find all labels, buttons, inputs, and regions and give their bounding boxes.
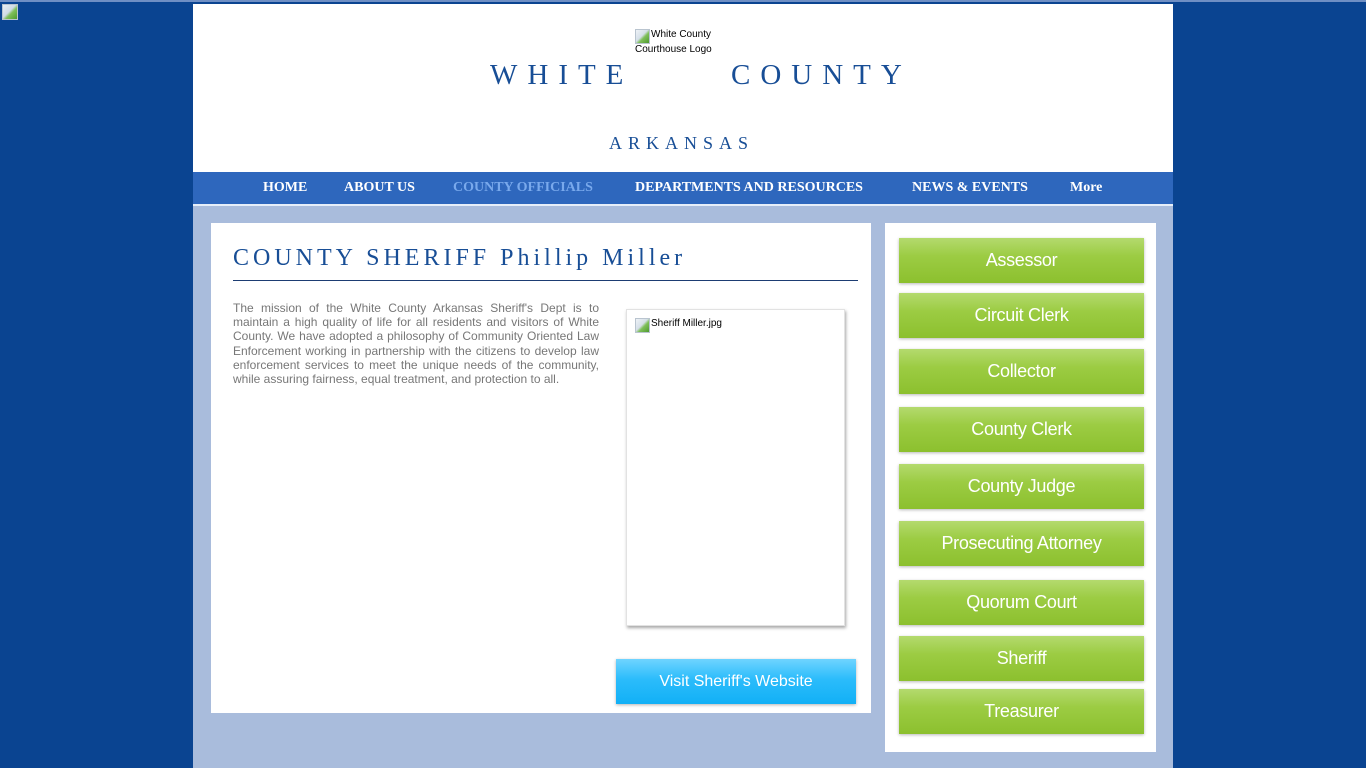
county-clerk-button[interactable]: County Clerk [899,407,1144,452]
heading-divider [233,280,858,281]
page-title: COUNTY SHERIFF Phillip Miller [233,245,687,271]
mission-statement: The mission of the White County Arkansas Sheriff's Dept is to maintain a high quality of life for all residents and visitors of White County. We have adopted a philosophy of Community Oriented Law Enforcement working in partnership with the citizens to develop law enforcement services to meet the unique needs of the community, while assuring fairness, equal treatment, and protection to all. [233,301,599,387]
photo-alt [635,318,722,333]
circuit-clerk-button[interactable]: Circuit Clerk [899,293,1144,338]
main-content [211,223,871,713]
nav-home[interactable]: HOME [263,180,308,195]
nav-departments-and-resources[interactable]: DEPARTMENTS AND RESOURCES [635,180,863,195]
site-title-county: COUNTY [731,59,912,91]
sheriff-photo [626,309,845,626]
site-subtitle: ARKANSAS [609,133,755,153]
nav-county-officials[interactable]: COUNTY OFFICIALS [453,180,593,195]
courthouse-logo[interactable] [635,29,725,55]
nav-about-us[interactable]: ABOUT US [344,180,415,195]
broken-image-icon [635,29,650,44]
site-header [193,4,1173,172]
collector-button[interactable]: Collector [899,349,1144,394]
treasurer-button[interactable]: Treasurer [899,689,1144,734]
sheriff-button[interactable]: Sheriff [899,636,1144,681]
county-judge-button[interactable]: County Judge [899,464,1144,509]
broken-image-icon [2,4,18,20]
page-container [193,4,1173,768]
assessor-button[interactable]: Assessor [899,238,1144,283]
main-nav [193,172,1173,206]
broken-image-icon [635,318,650,333]
nav-more[interactable]: More [1070,180,1103,195]
officials-sidebar [885,223,1156,752]
logo-alt-text: White County Courthouse Logo [635,29,712,55]
site-title-white: WHITE [490,59,634,91]
quorum-court-button[interactable]: Quorum Court [899,580,1144,625]
visit-sheriff-website-button[interactable]: Visit Sheriff's Website [616,659,856,704]
photo-alt-text: Sheriff Miller.jpg [651,318,722,329]
nav-news-events[interactable]: NEWS & EVENTS [912,180,1028,195]
prosecuting-attorney-button[interactable]: Prosecuting Attorney [899,521,1144,566]
